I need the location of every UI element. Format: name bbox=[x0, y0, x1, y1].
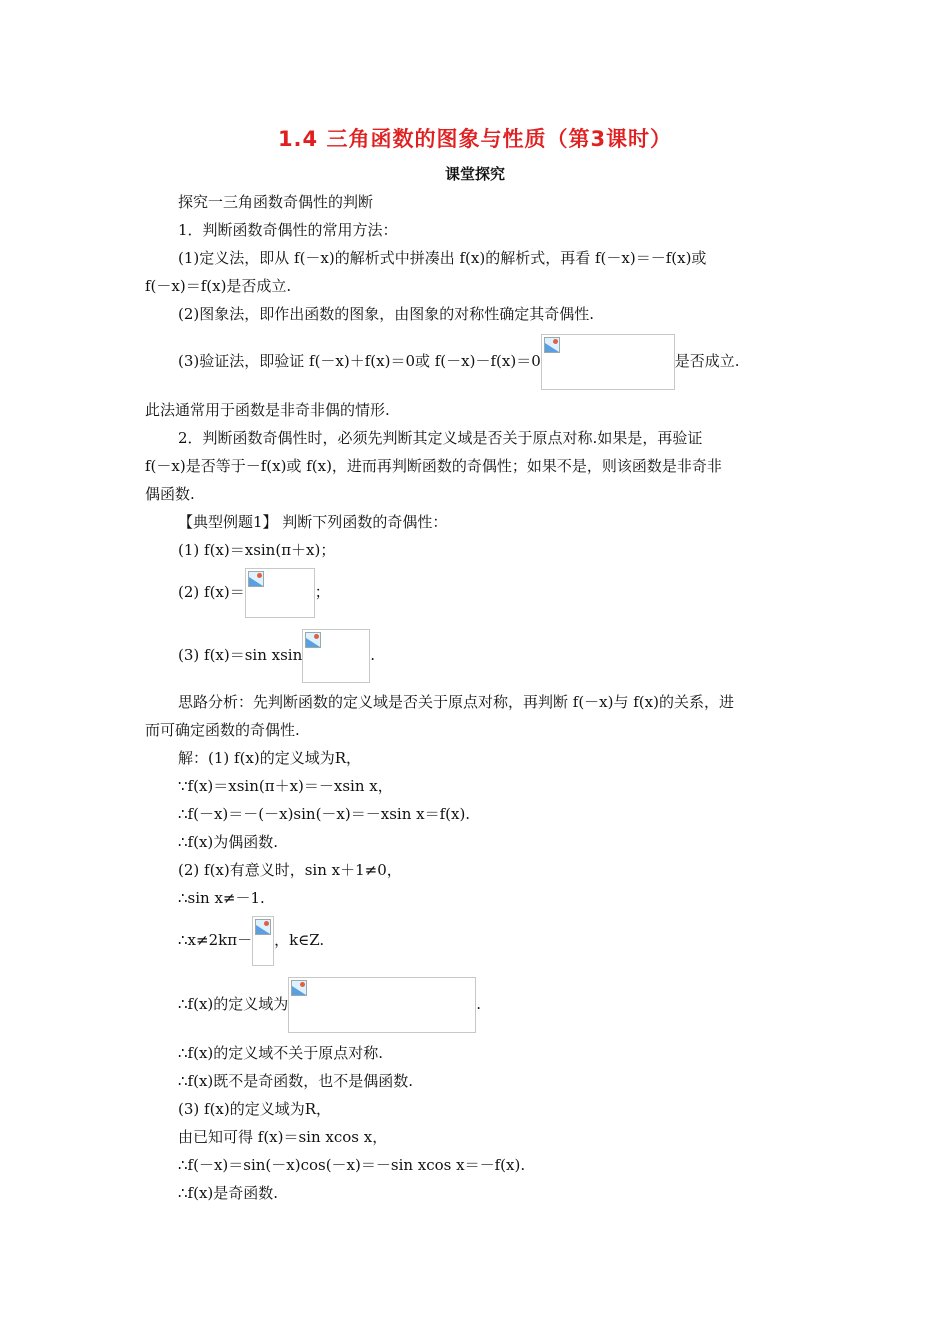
text-segment: ； bbox=[314, 583, 330, 601]
broken-image-icon bbox=[255, 919, 271, 935]
text-segment: (2) f(x)＝ bbox=[178, 583, 245, 601]
broken-image-icon bbox=[305, 632, 321, 648]
text-segment: ∴f(x)的定义域为 bbox=[178, 995, 289, 1013]
text-line: (1)定义法，即从 f(－x)的解析式中拼凑出 f(x)的解析式，再看 f(－x)＝－f(x)或 bbox=[178, 249, 707, 267]
text-line: (3) f(x)的定义域为R， bbox=[178, 1100, 332, 1118]
text-line: ∴f(x)为偶函数. bbox=[178, 833, 279, 851]
text-segment: 是否成立. bbox=[674, 352, 740, 370]
text-line: 思路分析：先判断函数的定义域是否关于原点对称，再判断 f(－x)与 f(x)的关系，进 bbox=[178, 693, 734, 711]
text-line: 此法通常用于函数是非奇非偶的情形. bbox=[145, 401, 390, 419]
text-segment: (3)验证法，即验证 f(－x)＋f(x)＝0或 f(－x)－f(x)＝0 bbox=[178, 352, 541, 370]
text-segment: ，k∈Z. bbox=[274, 931, 325, 949]
broken-image-icon bbox=[248, 571, 264, 587]
text-line: (1) f(x)＝xsin(π＋x)； bbox=[178, 541, 336, 559]
broken-image-icon bbox=[291, 980, 307, 996]
text-line: ∴sin x≠－1. bbox=[178, 889, 265, 907]
text-segment: . bbox=[476, 995, 482, 1013]
text-line: ∴f(－x)＝sin(－x)cos(－x)＝－sin xcos x＝－f(x). bbox=[178, 1156, 526, 1174]
formula-image bbox=[288, 977, 476, 1033]
formula-image bbox=[541, 334, 675, 390]
text-line bbox=[178, 915, 324, 966]
text-line: (2)图象法，即作出函数的图象，由图象的对称性确定其奇偶性. bbox=[178, 305, 595, 323]
text-line: ∴f(x)是奇函数. bbox=[178, 1184, 279, 1202]
text-line bbox=[178, 333, 740, 390]
text-line: (2) f(x)有意义时，sin x＋1≠0， bbox=[178, 861, 402, 879]
text-line: 偶函数. bbox=[145, 485, 195, 503]
text-line: ∵f(x)＝xsin(π＋x)＝－xsin x， bbox=[178, 777, 393, 795]
text-line: f(－x)＝f(x)是否成立. bbox=[145, 277, 292, 295]
section-heading: 课堂探究 bbox=[444, 165, 505, 183]
text-line bbox=[178, 567, 330, 618]
text-segment: ∴x≠2kπ－ bbox=[178, 931, 253, 949]
text-line: f(－x)是否等于－f(x)或 f(x)，进而再判断函数的奇偶性；如果不是，则该函数是非奇非 bbox=[145, 457, 722, 475]
text-line: 探究一三角函数奇偶性的判断 bbox=[178, 193, 374, 211]
formula-image bbox=[252, 916, 274, 966]
text-segment: . bbox=[370, 646, 376, 664]
text-line: 1．判断函数奇偶性的常用方法： bbox=[178, 221, 398, 239]
formula-image bbox=[245, 568, 315, 618]
text-line: ∴f(x)的定义域不关于原点对称. bbox=[178, 1044, 384, 1062]
text-line bbox=[178, 628, 375, 683]
text-line: 而可确定函数的奇偶性. bbox=[145, 721, 300, 739]
broken-image-icon bbox=[544, 337, 560, 353]
text-line: ∴f(－x)＝－(－x)sin(－x)＝－xsin x＝f(x). bbox=[178, 805, 471, 823]
text-line: 解：(1) f(x)的定义域为R， bbox=[178, 749, 362, 767]
text-segment: (3) f(x)＝sin xsin bbox=[178, 646, 303, 664]
formula-image bbox=[302, 629, 370, 683]
text-line: 2．判断函数奇偶性时，必须先判断其定义域是否关于原点对称.如果是，再验证 bbox=[178, 429, 703, 447]
text-line: 由已知可得 f(x)＝sin xcos x， bbox=[178, 1128, 388, 1146]
text-line bbox=[178, 976, 481, 1033]
page-title: 1.4 三角函数的图象与性质（第3课时） bbox=[277, 127, 673, 151]
text-line: ∴f(x)既不是奇函数，也不是偶函数. bbox=[178, 1072, 414, 1090]
text-line: 【典型例题1】 判断下列函数的奇偶性： bbox=[178, 513, 448, 531]
